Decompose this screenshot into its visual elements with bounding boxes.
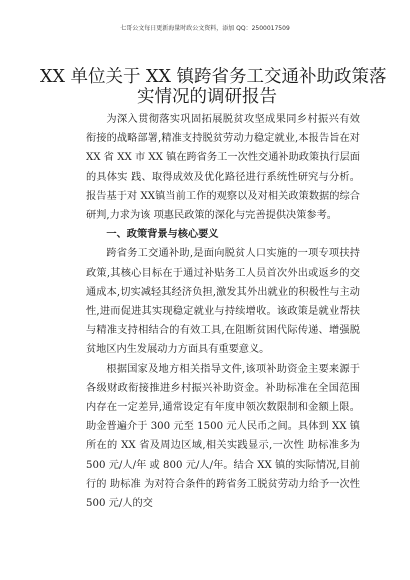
section-heading: 一、政策背景与核心要义 [106, 228, 219, 241]
policy-paragraph-2: 根据国家及地方相关指导文件,该项补助资金主要来源于各级财政衔接推进乡村振兴补助资金。补助标准在全国范围内存在一定差异,通常设定有年度申领次数限制和金额上限。 助金普遍介于 300 元至 1500 元人民币之间。具体到 XX 镇所在的 XX 省及周边区域,相关实践显示,一次性 助标准多为 500 元/人/年 或 800 元/人/年。结合 XX 镇的实际情况,目前 行的 助标准 为对符合条件的跨省务工脱贫劳动力给予一次性 500 元/人的交 [86, 363, 360, 510]
page-header-note: 七哥公文每日更新海量时政公文资料，添加 QQ：2500017509 [120, 25, 290, 32]
document-title [40, 67, 387, 107]
document-body [86, 110, 360, 513]
title-line-2: 实情况的调研报告 [137, 87, 277, 107]
title-line-1: XX 单位关于 XX 镇跨省务工交通补助政策落 [40, 67, 387, 87]
intro-paragraph: 为深入贯彻落实巩固拓展脱贫攻坚成果同乡村振兴有效衔接的战略部署,精准支持脱贫劳动力稳定就业,本报告旨在对 XX 省 XX 市 XX 镇在跨省务工一次性交通补助政策执行层面的具体实 践、取得成效及优化路径进行系统性研究与分析。报告基于对 XX镇当前工作的观察以及对相关政策数据的综合研判,力求为该 项惠民政策的深化与完善提供决策参考。 [86, 114, 360, 222]
policy-paragraph-1: 跨省务工交通补助,是面向脱贫人口实施的一项专项扶持政策,其核心目标在于通过补贴务工人员首次外出或返乡的交通成本,切实减轻其经济负担,激发其外出就业的积极性与主动性,进而促进其实现稳定就业与持续增收。该政策是就业帮扶与精准支持相结合的有效工具,在阻断贫困代际传递、增强脱贫地区内生发展动力方面具有重要意义。 [86, 248, 360, 356]
